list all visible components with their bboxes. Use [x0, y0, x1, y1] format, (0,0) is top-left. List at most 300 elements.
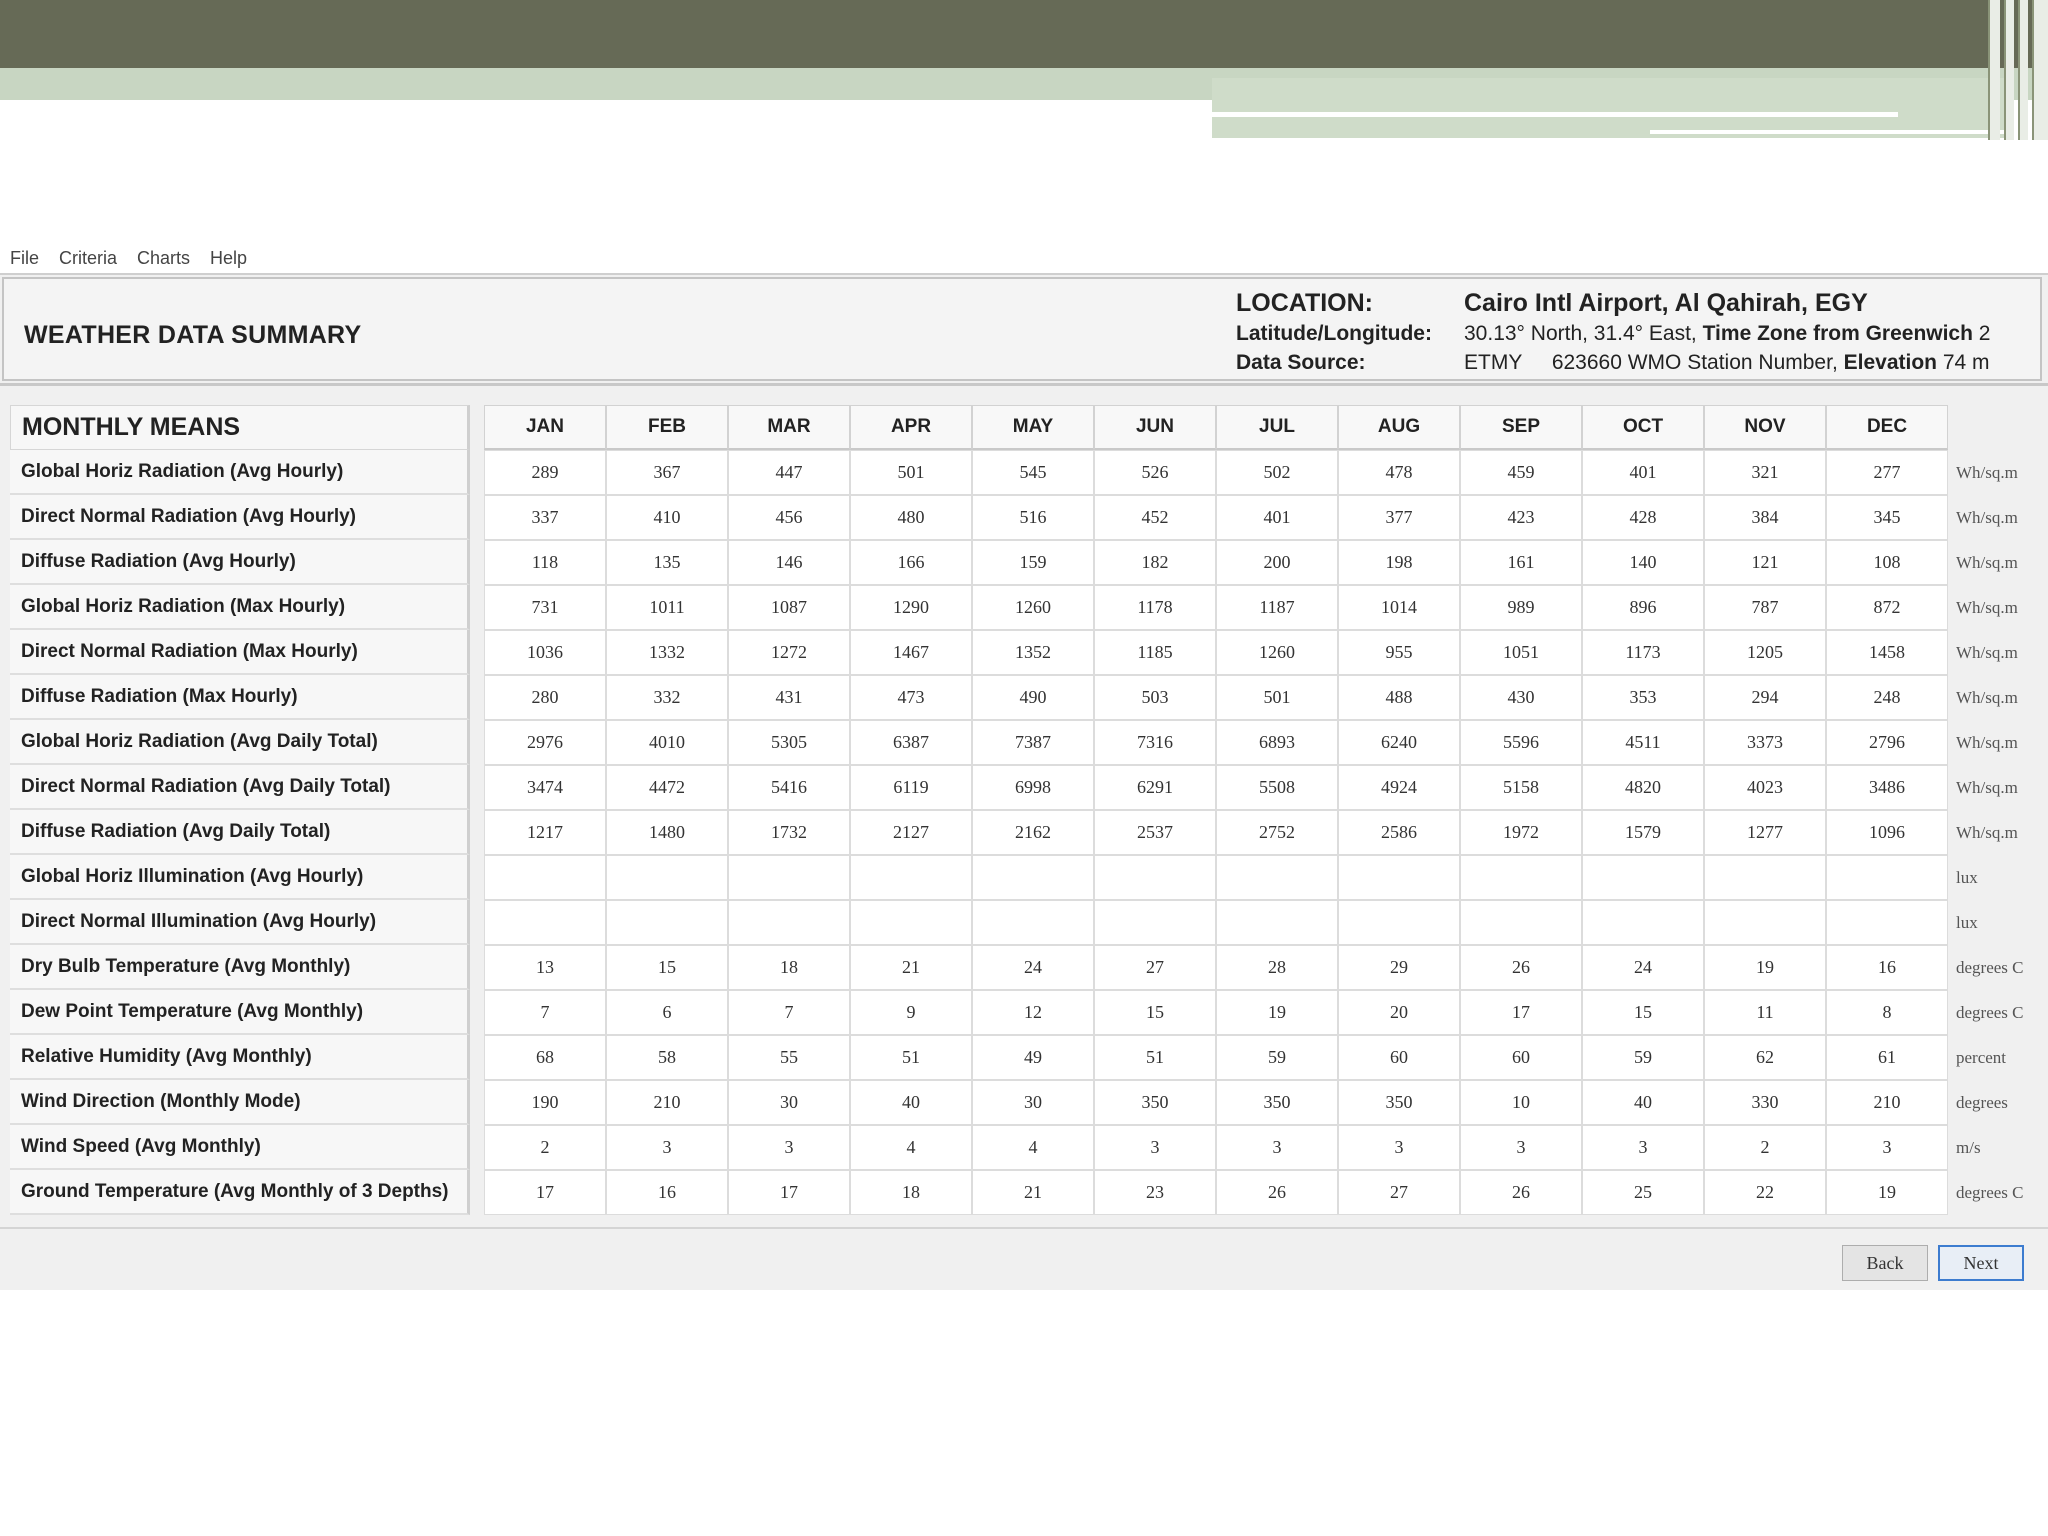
- table-cell: 210: [606, 1080, 728, 1125]
- table-cell: 30: [972, 1080, 1094, 1125]
- table-cell: 30: [728, 1080, 850, 1125]
- row-unit: degrees C: [1956, 957, 2024, 977]
- table-row: [10, 1125, 2046, 1170]
- table-cell: 161: [1460, 540, 1582, 585]
- summary-header: [2, 277, 2042, 381]
- station-value: 623660 WMO Station Number,: [1551, 351, 1838, 374]
- slide-accent-band-right: [1212, 78, 2012, 138]
- table-cell: 200: [1216, 540, 1338, 585]
- slide-edge-stripe: [2018, 0, 2028, 140]
- table-cell: 146: [728, 540, 850, 585]
- row-unit: Wh/sq.m: [1956, 507, 2018, 527]
- column-gap: [470, 810, 484, 855]
- table-cell: 9: [850, 990, 972, 1035]
- slide-accent-line: [1212, 112, 1898, 117]
- table-cell: 1332: [606, 630, 728, 675]
- next-button[interactable]: Next: [1938, 1245, 2024, 1281]
- month-header: NOV: [1704, 405, 1826, 450]
- table-row: [10, 675, 2046, 720]
- row-unit: Wh/sq.m: [1956, 552, 2018, 572]
- table-cell: 15: [1094, 990, 1216, 1035]
- row-unit: Wh/sq.m: [1956, 687, 2018, 707]
- table-cell: 5596: [1460, 720, 1582, 765]
- table-cell: [1460, 855, 1582, 900]
- month-header: JUN: [1094, 405, 1216, 450]
- column-gap: [470, 1125, 484, 1170]
- table-cell: 332: [606, 675, 728, 720]
- data-source-label: Data Source:: [1236, 351, 1366, 374]
- table-cell: 2586: [1338, 810, 1460, 855]
- table-cell: [728, 900, 850, 945]
- row-label: Global Horiz Radiation (Max Hourly): [10, 585, 470, 630]
- table-cell: [484, 900, 606, 945]
- column-gap: [470, 900, 484, 945]
- row-label: Global Horiz Radiation (Avg Hourly): [10, 450, 470, 495]
- table-cell: 1185: [1094, 630, 1216, 675]
- table-cell: 478: [1338, 450, 1460, 495]
- elevation-label: Elevation: [1843, 351, 1938, 374]
- table-cell: 1277: [1704, 810, 1826, 855]
- table-cell: [1460, 900, 1582, 945]
- table-cell: 955: [1338, 630, 1460, 675]
- table-cell: 182: [1094, 540, 1216, 585]
- table-cell: 6240: [1338, 720, 1460, 765]
- table-cell: [728, 855, 850, 900]
- month-header: MAY: [972, 405, 1094, 450]
- table-cell: 1205: [1704, 630, 1826, 675]
- table-row: [10, 1035, 2046, 1080]
- table-cell: 1217: [484, 810, 606, 855]
- table-cell: 7: [728, 990, 850, 1035]
- column-gap: [470, 1170, 484, 1215]
- table-cell: 330: [1704, 1080, 1826, 1125]
- table-cell: 428: [1582, 495, 1704, 540]
- table-cell: 1480: [606, 810, 728, 855]
- row-unit: lux: [1956, 912, 1978, 932]
- table-cell: 2: [484, 1125, 606, 1170]
- table-cell: 22: [1704, 1170, 1826, 1215]
- row-unit: Wh/sq.m: [1956, 642, 2018, 662]
- table-cell: 25: [1582, 1170, 1704, 1215]
- column-gap: [470, 720, 484, 765]
- table-cell: 59: [1582, 1035, 1704, 1080]
- table-cell: 159: [972, 540, 1094, 585]
- month-header: SEP: [1460, 405, 1582, 450]
- row-label: Dry Bulb Temperature (Avg Monthly): [10, 945, 470, 990]
- row-unit: Wh/sq.m: [1956, 822, 2018, 842]
- timezone-label: Time Zone from Greenwich: [1702, 322, 1973, 345]
- row-label: Diffuse Radiation (Max Hourly): [10, 675, 470, 720]
- table-row: [10, 1080, 2046, 1125]
- table-row: [10, 945, 2046, 990]
- table-cell: 423: [1460, 495, 1582, 540]
- table-cell: 6119: [850, 765, 972, 810]
- table-cell: 6: [606, 990, 728, 1035]
- table-cell: 1579: [1582, 810, 1704, 855]
- table-cell: 26: [1460, 1170, 1582, 1215]
- table-cell: 10: [1460, 1080, 1582, 1125]
- table-cell: 4820: [1582, 765, 1704, 810]
- table-cell: 480: [850, 495, 972, 540]
- table-cell: 1036: [484, 630, 606, 675]
- table-cell: 321: [1704, 450, 1826, 495]
- table-cell: 40: [1582, 1080, 1704, 1125]
- footer-separator: [0, 1227, 2048, 1229]
- table-cell: [1094, 900, 1216, 945]
- table-cell: 502: [1216, 450, 1338, 495]
- page-title: WEATHER DATA SUMMARY: [24, 321, 362, 349]
- table-cell: 731: [484, 585, 606, 630]
- table-cell: [1338, 855, 1460, 900]
- table-cell: 40: [850, 1080, 972, 1125]
- table-cell: 1732: [728, 810, 850, 855]
- table-cell: 3: [1216, 1125, 1338, 1170]
- table-body: [10, 450, 2046, 1215]
- row-label: Direct Normal Illumination (Avg Hourly): [10, 900, 470, 945]
- table-cell: [850, 855, 972, 900]
- table-cell: [972, 855, 1094, 900]
- location-label: LOCATION:: [1236, 289, 1374, 317]
- row-unit: degrees C: [1956, 1182, 2024, 1202]
- table-cell: 19: [1216, 990, 1338, 1035]
- table-header-row: [10, 405, 2046, 450]
- table-cell: 430: [1460, 675, 1582, 720]
- month-header: AUG: [1338, 405, 1460, 450]
- table-cell: 5305: [728, 720, 850, 765]
- table-cell: 4: [972, 1125, 1094, 1170]
- table-cell: 353: [1582, 675, 1704, 720]
- table-cell: 545: [972, 450, 1094, 495]
- table-row: [10, 1170, 2046, 1215]
- table-row: [10, 900, 2046, 945]
- table-cell: 3: [1094, 1125, 1216, 1170]
- table-cell: 24: [1582, 945, 1704, 990]
- table-cell: 18: [850, 1170, 972, 1215]
- table-cell: [606, 855, 728, 900]
- table-cell: 6998: [972, 765, 1094, 810]
- month-header: MAR: [728, 405, 850, 450]
- table-cell: 108: [1826, 540, 1948, 585]
- table-cell: 5508: [1216, 765, 1338, 810]
- menu-criteria[interactable]: Criteria: [59, 247, 118, 268]
- table-cell: 6291: [1094, 765, 1216, 810]
- table-cell: 2537: [1094, 810, 1216, 855]
- table-cell: [1704, 900, 1826, 945]
- table-cell: 59: [1216, 1035, 1338, 1080]
- table-cell: 24: [972, 945, 1094, 990]
- table-cell: 28: [1216, 945, 1338, 990]
- table-row: [10, 720, 2046, 765]
- table-row: [10, 630, 2046, 675]
- table-cell: 4010: [606, 720, 728, 765]
- row-unit: degrees: [1956, 1092, 2008, 1112]
- table-cell: 12: [972, 990, 1094, 1035]
- table-cell: 280: [484, 675, 606, 720]
- table-cell: 872: [1826, 585, 1948, 630]
- data-source-line: [1464, 351, 1990, 375]
- header-separator: [0, 383, 2048, 386]
- table-cell: 19: [1704, 945, 1826, 990]
- slide-accent-line-short: [1650, 130, 2010, 134]
- slide-edge-stripe: [2004, 0, 2014, 140]
- slide-header-bar: [0, 0, 2048, 68]
- back-button[interactable]: Back: [1842, 1245, 1928, 1281]
- row-label: Diffuse Radiation (Avg Daily Total): [10, 810, 470, 855]
- menu-charts[interactable]: Charts: [137, 247, 191, 268]
- table-cell: 16: [1826, 945, 1948, 990]
- month-header: OCT: [1582, 405, 1704, 450]
- menu-file[interactable]: File: [10, 247, 40, 268]
- table-row: [10, 495, 2046, 540]
- table-cell: 501: [850, 450, 972, 495]
- table-cell: 4023: [1704, 765, 1826, 810]
- row-label: Wind Speed (Avg Monthly): [10, 1125, 470, 1170]
- table-cell: 1260: [972, 585, 1094, 630]
- table-cell: [1582, 855, 1704, 900]
- unit-header: [1948, 405, 2046, 450]
- table-cell: 401: [1216, 495, 1338, 540]
- table-cell: 21: [850, 945, 972, 990]
- table-cell: 4472: [606, 765, 728, 810]
- table-cell: [1216, 855, 1338, 900]
- table-cell: 3: [1338, 1125, 1460, 1170]
- column-gap: [470, 540, 484, 585]
- table-row: [10, 585, 2046, 630]
- table-cell: 15: [1582, 990, 1704, 1035]
- table-cell: 17: [728, 1170, 850, 1215]
- row-label: Direct Normal Radiation (Avg Daily Total): [10, 765, 470, 810]
- month-header: JAN: [484, 405, 606, 450]
- latlong-label: Latitude/Longitude:: [1236, 322, 1432, 345]
- table-cell: 3: [1582, 1125, 1704, 1170]
- table-cell: 5158: [1460, 765, 1582, 810]
- table-row: [10, 540, 2046, 585]
- column-gap: [470, 1080, 484, 1125]
- table-cell: 5416: [728, 765, 850, 810]
- table-cell: 11: [1704, 990, 1826, 1035]
- table-cell: [1582, 900, 1704, 945]
- table-cell: 3373: [1704, 720, 1826, 765]
- table-cell: 1096: [1826, 810, 1948, 855]
- table-cell: 26: [1216, 1170, 1338, 1215]
- table-cell: 2127: [850, 810, 972, 855]
- table-cell: [1826, 900, 1948, 945]
- row-unit: percent: [1956, 1047, 2007, 1067]
- table-cell: 989: [1460, 585, 1582, 630]
- month-header: DEC: [1826, 405, 1948, 450]
- table-cell: 3: [1460, 1125, 1582, 1170]
- table-cell: 2: [1704, 1125, 1826, 1170]
- table-cell: 1972: [1460, 810, 1582, 855]
- table-cell: 377: [1338, 495, 1460, 540]
- row-label: Wind Direction (Monthly Mode): [10, 1080, 470, 1125]
- table-cell: [1826, 855, 1948, 900]
- table-cell: 294: [1704, 675, 1826, 720]
- table-cell: 166: [850, 540, 972, 585]
- table-cell: 1051: [1460, 630, 1582, 675]
- table-cell: 1187: [1216, 585, 1338, 630]
- table-cell: 13: [484, 945, 606, 990]
- column-gap: [470, 630, 484, 675]
- table-cell: 198: [1338, 540, 1460, 585]
- month-header: JUL: [1216, 405, 1338, 450]
- table-cell: 384: [1704, 495, 1826, 540]
- table-cell: 1087: [728, 585, 850, 630]
- table-cell: 1014: [1338, 585, 1460, 630]
- slide-edge-stripe: [2032, 0, 2048, 140]
- table-cell: 17: [484, 1170, 606, 1215]
- table-cell: 459: [1460, 450, 1582, 495]
- table-cell: 18: [728, 945, 850, 990]
- table-cell: 350: [1216, 1080, 1338, 1125]
- row-unit: Wh/sq.m: [1956, 777, 2018, 797]
- table-cell: 27: [1338, 1170, 1460, 1215]
- table-cell: [484, 855, 606, 900]
- table-title: MONTHLY MEANS: [10, 405, 470, 450]
- table-cell: 367: [606, 450, 728, 495]
- table-cell: 21: [972, 1170, 1094, 1215]
- table-cell: 2162: [972, 810, 1094, 855]
- location-value: Cairo Intl Airport, Al Qahirah, EGY: [1464, 289, 1868, 317]
- table-cell: 431: [728, 675, 850, 720]
- table-cell: 60: [1338, 1035, 1460, 1080]
- row-unit: degrees C: [1956, 1002, 2024, 1022]
- elevation-value: 74 m: [1942, 351, 1990, 374]
- table-cell: 277: [1826, 450, 1948, 495]
- table-cell: 452: [1094, 495, 1216, 540]
- table-cell: 121: [1704, 540, 1826, 585]
- table-cell: 4924: [1338, 765, 1460, 810]
- table-cell: 526: [1094, 450, 1216, 495]
- column-gap: [470, 990, 484, 1035]
- table-cell: 55: [728, 1035, 850, 1080]
- table-cell: 27: [1094, 945, 1216, 990]
- menu-help[interactable]: Help: [210, 247, 248, 268]
- table-cell: 1458: [1826, 630, 1948, 675]
- table-cell: 2796: [1826, 720, 1948, 765]
- table-row: [10, 810, 2046, 855]
- table-cell: 473: [850, 675, 972, 720]
- table-cell: 1173: [1582, 630, 1704, 675]
- table-cell: 1011: [606, 585, 728, 630]
- table-cell: 19: [1826, 1170, 1948, 1215]
- timezone-value: 2: [1978, 322, 1991, 345]
- row-label: Direct Normal Radiation (Avg Hourly): [10, 495, 470, 540]
- table-cell: 1290: [850, 585, 972, 630]
- table-cell: 190: [484, 1080, 606, 1125]
- table-cell: 3: [1826, 1125, 1948, 1170]
- table-cell: 2752: [1216, 810, 1338, 855]
- row-label: Global Horiz Radiation (Avg Daily Total): [10, 720, 470, 765]
- table-cell: 60: [1460, 1035, 1582, 1080]
- table-cell: 6387: [850, 720, 972, 765]
- table-cell: [850, 900, 972, 945]
- row-label: Global Horiz Illumination (Avg Hourly): [10, 855, 470, 900]
- table-cell: 516: [972, 495, 1094, 540]
- row-label: Direct Normal Radiation (Max Hourly): [10, 630, 470, 675]
- row-label: Diffuse Radiation (Avg Hourly): [10, 540, 470, 585]
- table-cell: [1704, 855, 1826, 900]
- latlong-line: [1464, 322, 1990, 346]
- column-gap: [470, 855, 484, 900]
- row-unit: Wh/sq.m: [1956, 462, 2018, 482]
- row-unit: Wh/sq.m: [1956, 597, 2018, 617]
- table-cell: 345: [1826, 495, 1948, 540]
- table-cell: 118: [484, 540, 606, 585]
- monthly-means-table: [10, 405, 2046, 1215]
- table-cell: 29: [1338, 945, 1460, 990]
- table-cell: 61: [1826, 1035, 1948, 1080]
- table-cell: 3474: [484, 765, 606, 810]
- table-cell: 26: [1460, 945, 1582, 990]
- table-cell: 488: [1338, 675, 1460, 720]
- table-cell: [1216, 900, 1338, 945]
- table-cell: 51: [850, 1035, 972, 1080]
- table-cell: 6893: [1216, 720, 1338, 765]
- table-cell: 49: [972, 1035, 1094, 1080]
- table-cell: 447: [728, 450, 850, 495]
- latlong-value: 30.13° North, 31.4° East,: [1464, 322, 1697, 345]
- table-cell: 1272: [728, 630, 850, 675]
- table-row: [10, 990, 2046, 1035]
- data-source-value: ETMY: [1464, 351, 1522, 374]
- column-gap: [470, 450, 484, 495]
- table-row: [10, 765, 2046, 810]
- menu-bar: [0, 243, 2048, 275]
- table-cell: 140: [1582, 540, 1704, 585]
- table-cell: 1352: [972, 630, 1094, 675]
- app-window: [0, 275, 2048, 1290]
- column-gap: [470, 1035, 484, 1080]
- row-label: Ground Temperature (Avg Monthly of 3 Depths): [10, 1170, 470, 1215]
- table-cell: 2976: [484, 720, 606, 765]
- column-gap: [470, 585, 484, 630]
- table-cell: 135: [606, 540, 728, 585]
- table-cell: 1260: [1216, 630, 1338, 675]
- row-label: Relative Humidity (Avg Monthly): [10, 1035, 470, 1080]
- table-cell: [1338, 900, 1460, 945]
- table-cell: 501: [1216, 675, 1338, 720]
- column-gap: [470, 405, 484, 450]
- table-cell: 410: [606, 495, 728, 540]
- column-gap: [470, 945, 484, 990]
- table-cell: 401: [1582, 450, 1704, 495]
- table-cell: 58: [606, 1035, 728, 1080]
- table-cell: [606, 900, 728, 945]
- row-unit: lux: [1956, 867, 1978, 887]
- table-cell: 17: [1460, 990, 1582, 1035]
- table-cell: 68: [484, 1035, 606, 1080]
- table-cell: 289: [484, 450, 606, 495]
- table-cell: 350: [1338, 1080, 1460, 1125]
- table-cell: 7387: [972, 720, 1094, 765]
- table-cell: 3: [728, 1125, 850, 1170]
- table-cell: 1178: [1094, 585, 1216, 630]
- row-label: Dew Point Temperature (Avg Monthly): [10, 990, 470, 1035]
- table-cell: 503: [1094, 675, 1216, 720]
- table-cell: [972, 900, 1094, 945]
- month-header: FEB: [606, 405, 728, 450]
- row-unit: Wh/sq.m: [1956, 732, 2018, 752]
- table-row: [10, 450, 2046, 495]
- table-cell: 3: [606, 1125, 728, 1170]
- table-cell: 787: [1704, 585, 1826, 630]
- table-cell: 248: [1826, 675, 1948, 720]
- table-cell: 350: [1094, 1080, 1216, 1125]
- table-cell: 490: [972, 675, 1094, 720]
- table-cell: 16: [606, 1170, 728, 1215]
- table-cell: 7316: [1094, 720, 1216, 765]
